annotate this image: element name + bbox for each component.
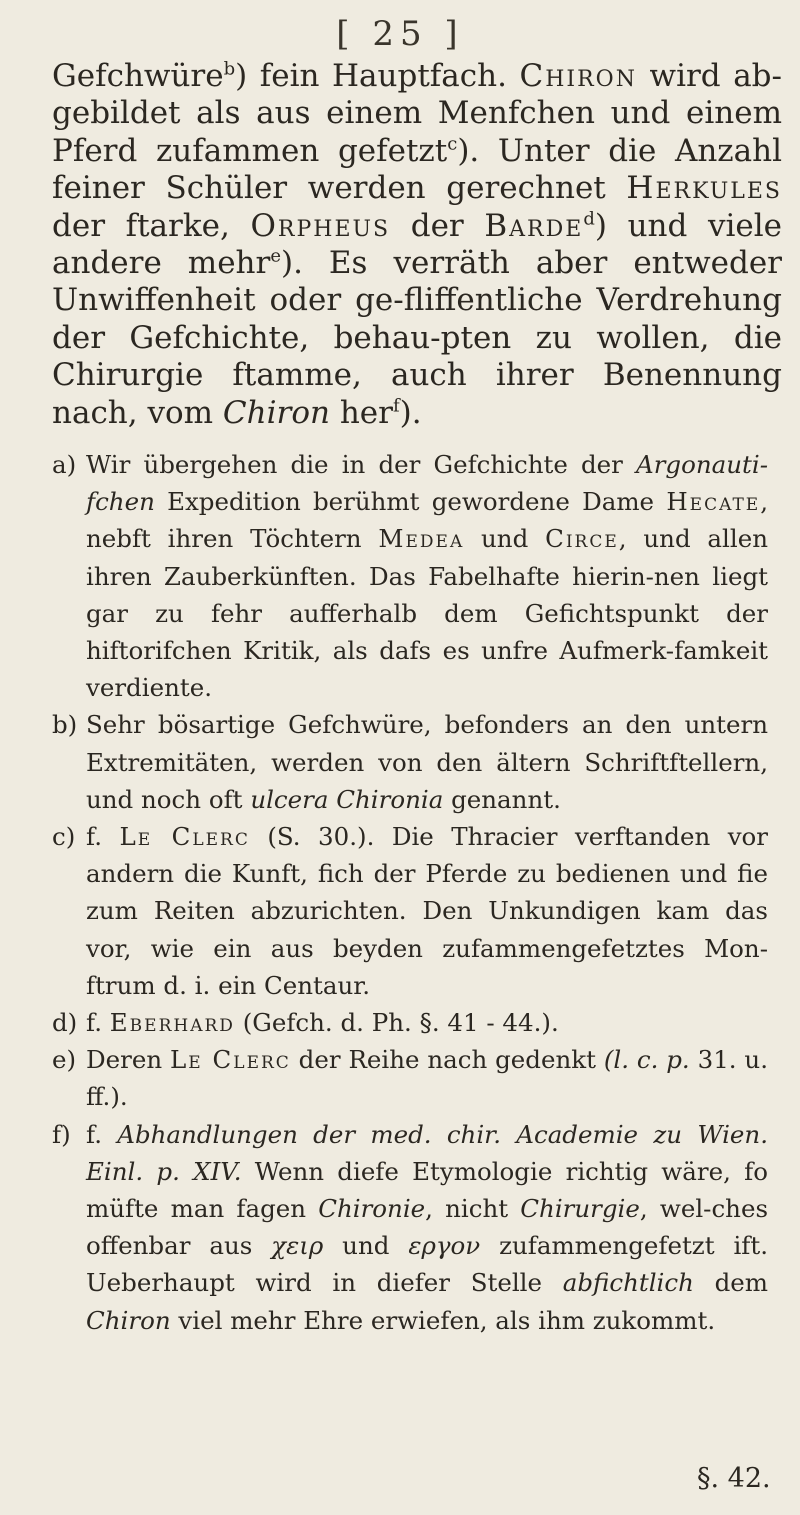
name-chiron-italic: Chiron: [222, 394, 330, 431]
text-run: , nebft ihren Töchtern: [86, 487, 768, 554]
page-number: [ 25 ]: [336, 14, 464, 54]
footnote-e: [52, 1041, 768, 1115]
text-run: wird ab-gebildet als aus einem Menfchen und einem Pferd zufammen gefetzt: [52, 58, 783, 169]
name-orpheus: Orpheus: [250, 207, 391, 244]
footnote-ref-c: c: [447, 133, 458, 155]
name-herkules: Herkules: [626, 170, 782, 207]
footnote-marker: f): [52, 1119, 71, 1149]
text-run: , und allen ihren Zauberkünften. Das Fabelhafte hierin-nen liegt gar zu fehr aufferhalb dem Gefichtspunkt der hiftorifchen Kritik, als dafs es unfre Aufmerk-famkeit verdiente.: [86, 524, 768, 703]
footnotes: [52, 446, 768, 1339]
name-medea: Medea: [378, 524, 465, 554]
italic-run: Argonauti-fchen: [86, 450, 768, 517]
italic-run: Chirurgie: [520, 1194, 640, 1224]
text-run: ). Es verräth aber entweder Unwiffenheit oder ge-fliffentliche Verdrehung der Gefchichte, behau-pten zu wollen, die Chirurgie ftamme, auch ihrer Benennung nach, vom: [52, 245, 782, 431]
text-run: ). Unter die Anzahl feiner Schüler werden gerechnet: [52, 132, 783, 207]
name-hecate: Hecate: [666, 487, 761, 517]
footnote-c: [52, 818, 768, 1004]
text-run: genannt.: [443, 784, 561, 814]
main-paragraph: [52, 58, 782, 432]
text-run: Gefchwüre: [52, 58, 224, 94]
text-run: , wel-ches offenbar aus: [86, 1194, 769, 1261]
text-run: f.: [86, 1008, 110, 1038]
italic-run: Abhandlungen der med. chir. Academie zu Wien. Einl. p. XIV.: [86, 1119, 768, 1186]
footnote-marker: b): [52, 710, 78, 740]
footnote-marker: a): [52, 450, 77, 479]
text-run: ) fein Hauptfach.: [235, 58, 520, 94]
footnote-marker: c): [52, 822, 76, 852]
italic-run: abfichtlich: [562, 1268, 694, 1298]
greek-word: χειρ: [271, 1231, 324, 1261]
text-run: Wir übergehen die in der Gefchichte der: [86, 450, 637, 479]
text-run: und: [464, 524, 546, 554]
footnote-ref-b: b: [223, 58, 236, 80]
text-run: f.: [86, 1119, 118, 1149]
text-run: , nicht: [425, 1194, 521, 1224]
text-run: zufammengefetzt ift. Ueberhaupt wird in diefer Stelle: [86, 1231, 768, 1298]
text-run: dem: [693, 1268, 769, 1298]
text-run: ) und viele andere mehr: [52, 207, 783, 282]
text-run: her: [329, 394, 393, 431]
text-run: 31. u. ff.).: [86, 1045, 768, 1112]
footnote-marker: d): [52, 1008, 78, 1038]
footnote-ref-f: f: [392, 395, 400, 417]
name-le-clerc: Le Clerc: [119, 822, 250, 852]
italic-run: ulcera Chironia: [250, 784, 444, 814]
footnote-ref-e: e: [270, 245, 281, 267]
text-run: (Gefch. d. Ph. §. 41 - 44.).: [234, 1008, 559, 1038]
name-le-clerc: Le Clerc: [170, 1045, 291, 1075]
text-run: der: [390, 207, 485, 244]
name-circe: Circe: [545, 524, 619, 554]
main-paragraph-text: [52, 58, 782, 432]
text-run: Expedition berühmt gewordene Dame: [154, 487, 667, 517]
name-barde: Barde: [484, 207, 584, 244]
footnote-b: [52, 706, 768, 818]
text-run: ).: [399, 394, 422, 431]
footnote-f: [52, 1116, 768, 1339]
name-eberhard: Eberhard: [109, 1008, 235, 1038]
italic-run: Chiron: [86, 1305, 171, 1335]
footnote-marker: e): [52, 1045, 77, 1075]
name-chiron: Chiron: [519, 58, 637, 94]
text-run: Sehr bösartige Gefchwüre, befonders an den untern Extremitäten, werden von den ältern Schriftftellern, und noch oft: [86, 710, 768, 814]
text-run: Deren: [86, 1045, 170, 1075]
text-run: der Reihe nach gedenkt: [290, 1045, 604, 1075]
text-run: der ftarke,: [52, 207, 251, 244]
text-run: Wenn diefe Etymologie richtig wäre, fo müfte man fagen: [86, 1156, 768, 1224]
text-run: und: [323, 1231, 409, 1261]
text-run: viel mehr Ehre erwiefen, als ihm zukommt.: [170, 1305, 716, 1335]
text-run: (S. 30.). Die Thracier verftanden vor andern die Kunft, fich der Pferde zu bedienen und fie zum Reiten abzurichten. Den Unkundigen kam das vor, wie ein aus beyden zufammengefetztes Mon-ftrum d. i. ein Centaur.: [86, 822, 769, 1000]
footnote-d: [52, 1004, 768, 1041]
footnote-ref-d: d: [583, 208, 595, 230]
catchword: §. 42.: [697, 1463, 771, 1494]
footnote-a: [52, 446, 768, 706]
greek-word: εργον: [408, 1231, 481, 1261]
italic-run: Chironie: [318, 1194, 426, 1224]
italic-run: (l. c. p.: [603, 1045, 690, 1075]
text-run: f.: [86, 822, 120, 852]
